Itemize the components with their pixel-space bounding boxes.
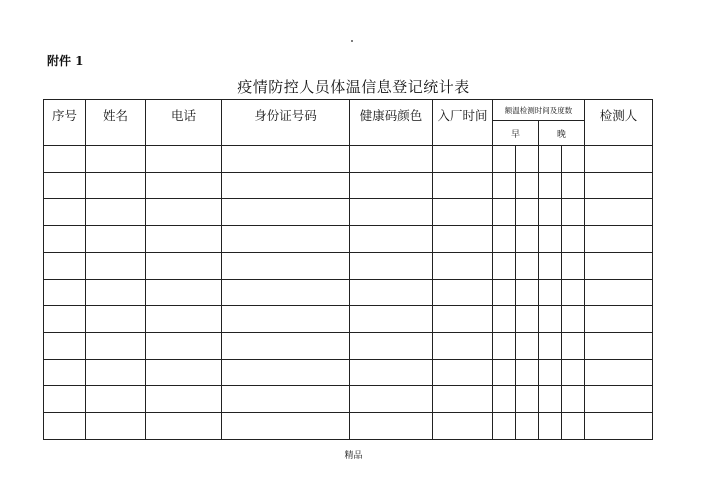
table-row <box>44 252 653 279</box>
table-row <box>44 306 653 333</box>
blank-cell[interactable] <box>146 359 222 386</box>
header-row <box>44 100 653 121</box>
blank-cell[interactable] <box>562 172 585 199</box>
blank-cell[interactable] <box>516 226 539 253</box>
blank-cell[interactable] <box>433 172 493 199</box>
blank-cell[interactable] <box>86 146 146 173</box>
blank-cell[interactable] <box>146 413 222 440</box>
blank-cell[interactable] <box>585 226 653 253</box>
table-row <box>44 172 653 199</box>
registration-table <box>43 99 653 440</box>
blank-cell[interactable] <box>433 226 493 253</box>
blank-cell[interactable] <box>516 172 539 199</box>
blank-cell[interactable] <box>516 333 539 360</box>
blank-cell[interactable] <box>516 199 539 226</box>
blank-cell[interactable] <box>222 359 350 386</box>
blank-cell[interactable] <box>516 413 539 440</box>
header-temperature-group: 额温检测时间及度数 <box>493 100 585 121</box>
blank-cell[interactable] <box>493 306 516 333</box>
blank-cell[interactable] <box>350 386 433 413</box>
blank-cell[interactable] <box>44 333 86 360</box>
blank-cell[interactable] <box>539 413 562 440</box>
table-row <box>44 386 653 413</box>
blank-cell[interactable] <box>433 146 493 173</box>
blank-cell[interactable] <box>146 386 222 413</box>
blank-cell[interactable] <box>539 359 562 386</box>
blank-cell[interactable] <box>350 252 433 279</box>
blank-cell[interactable] <box>562 226 585 253</box>
blank-cell[interactable] <box>86 199 146 226</box>
blank-cell[interactable] <box>146 172 222 199</box>
table-row <box>44 146 653 173</box>
blank-cell[interactable] <box>585 359 653 386</box>
blank-cell[interactable] <box>222 306 350 333</box>
blank-cell[interactable] <box>585 146 653 173</box>
table-row <box>44 279 653 306</box>
blank-cell[interactable] <box>44 306 86 333</box>
blank-cell[interactable] <box>44 226 86 253</box>
header-health-code: 健康码颜色 <box>350 100 433 146</box>
blank-cell[interactable] <box>539 146 562 173</box>
blank-cell[interactable] <box>433 386 493 413</box>
blank-cell[interactable] <box>86 359 146 386</box>
blank-cell[interactable] <box>562 413 585 440</box>
form-title: 疫情防控人员体温信息登记统计表 <box>237 78 470 96</box>
blank-cell[interactable] <box>86 226 146 253</box>
blank-cell[interactable] <box>539 172 562 199</box>
blank-cell[interactable] <box>585 413 653 440</box>
blank-cell[interactable] <box>562 306 585 333</box>
blank-cell[interactable] <box>562 146 585 173</box>
blank-cell[interactable] <box>86 172 146 199</box>
blank-cell[interactable] <box>493 172 516 199</box>
blank-cell[interactable] <box>222 172 350 199</box>
blank-cell[interactable] <box>493 386 516 413</box>
header-inspector: 检测人 <box>585 100 653 146</box>
blank-cell[interactable] <box>433 359 493 386</box>
blank-cell[interactable] <box>493 146 516 173</box>
blank-cell[interactable] <box>539 333 562 360</box>
blank-cell[interactable] <box>350 199 433 226</box>
blank-cell[interactable] <box>433 306 493 333</box>
blank-cell[interactable] <box>585 306 653 333</box>
table-row <box>44 359 653 386</box>
attachment-label: 附件 1 <box>47 54 84 68</box>
blank-cell[interactable] <box>516 279 539 306</box>
blank-cell[interactable] <box>585 333 653 360</box>
header-phone: 电话 <box>146 100 222 146</box>
blank-cell[interactable] <box>539 386 562 413</box>
table-row <box>44 333 653 360</box>
blank-cell[interactable] <box>516 359 539 386</box>
header-evening: 晚 <box>539 121 585 146</box>
blank-cell[interactable] <box>146 333 222 360</box>
blank-cell[interactable] <box>433 252 493 279</box>
table-row <box>44 199 653 226</box>
blank-cell[interactable] <box>350 333 433 360</box>
blank-cell[interactable] <box>44 413 86 440</box>
blank-cell[interactable] <box>433 413 493 440</box>
blank-cell[interactable] <box>493 252 516 279</box>
header-serial: 序号 <box>44 100 86 146</box>
blank-cell[interactable] <box>86 413 146 440</box>
blank-cell[interactable] <box>539 252 562 279</box>
header-id-number: 身份证号码 <box>222 100 350 146</box>
blank-cell[interactable] <box>493 199 516 226</box>
blank-cell[interactable] <box>433 279 493 306</box>
blank-cell[interactable] <box>350 172 433 199</box>
blank-cell[interactable] <box>585 386 653 413</box>
blank-cell[interactable] <box>146 252 222 279</box>
blank-cell[interactable] <box>562 252 585 279</box>
blank-cell[interactable] <box>539 306 562 333</box>
header-morning: 早 <box>493 121 539 146</box>
blank-cell[interactable] <box>562 333 585 360</box>
blank-cell[interactable] <box>86 306 146 333</box>
stray-dot <box>351 40 353 42</box>
blank-cell[interactable] <box>222 252 350 279</box>
blank-cell[interactable] <box>493 226 516 253</box>
blank-cell[interactable] <box>493 359 516 386</box>
blank-cell[interactable] <box>146 279 222 306</box>
blank-cell[interactable] <box>539 226 562 253</box>
blank-cell[interactable] <box>585 252 653 279</box>
blank-cell[interactable] <box>222 279 350 306</box>
blank-cell[interactable] <box>493 333 516 360</box>
blank-cell[interactable] <box>86 386 146 413</box>
blank-cell[interactable] <box>222 413 350 440</box>
blank-cell[interactable] <box>516 146 539 173</box>
blank-cell[interactable] <box>350 413 433 440</box>
header-name: 姓名 <box>86 100 146 146</box>
blank-cell[interactable] <box>516 252 539 279</box>
blank-cell[interactable] <box>493 413 516 440</box>
blank-cell[interactable] <box>146 306 222 333</box>
blank-cell[interactable] <box>562 359 585 386</box>
table-row <box>44 413 653 440</box>
blank-cell[interactable] <box>350 146 433 173</box>
blank-cell[interactable] <box>222 333 350 360</box>
blank-cell[interactable] <box>44 146 86 173</box>
blank-cell[interactable] <box>516 386 539 413</box>
blank-cell[interactable] <box>562 279 585 306</box>
blank-cell[interactable] <box>44 199 86 226</box>
blank-cell[interactable] <box>222 386 350 413</box>
blank-cell[interactable] <box>493 279 516 306</box>
blank-cell[interactable] <box>433 199 493 226</box>
blank-cell[interactable] <box>146 226 222 253</box>
blank-cell[interactable] <box>433 333 493 360</box>
blank-cell[interactable] <box>539 199 562 226</box>
page-footer: 精品 <box>344 451 363 461</box>
blank-cell[interactable] <box>539 279 562 306</box>
blank-cell[interactable] <box>562 386 585 413</box>
blank-cell[interactable] <box>44 279 86 306</box>
blank-cell[interactable] <box>44 252 86 279</box>
blank-cell[interactable] <box>146 199 222 226</box>
blank-cell[interactable] <box>222 199 350 226</box>
blank-cell[interactable] <box>222 146 350 173</box>
blank-cell[interactable] <box>350 279 433 306</box>
blank-cell[interactable] <box>516 306 539 333</box>
blank-cell[interactable] <box>585 172 653 199</box>
blank-cell[interactable] <box>350 306 433 333</box>
blank-cell[interactable] <box>86 333 146 360</box>
blank-cell[interactable] <box>222 226 350 253</box>
blank-cell[interactable] <box>44 359 86 386</box>
blank-cell[interactable] <box>350 359 433 386</box>
table-row <box>44 226 653 253</box>
blank-cell[interactable] <box>146 146 222 173</box>
blank-cell[interactable] <box>86 279 146 306</box>
blank-cell[interactable] <box>585 279 653 306</box>
blank-cell[interactable] <box>44 386 86 413</box>
blank-cell[interactable] <box>585 199 653 226</box>
blank-cell[interactable] <box>44 172 86 199</box>
blank-cell[interactable] <box>86 252 146 279</box>
blank-cell[interactable] <box>562 199 585 226</box>
blank-cell[interactable] <box>350 226 433 253</box>
header-entry-time: 入厂时间 <box>433 100 493 146</box>
